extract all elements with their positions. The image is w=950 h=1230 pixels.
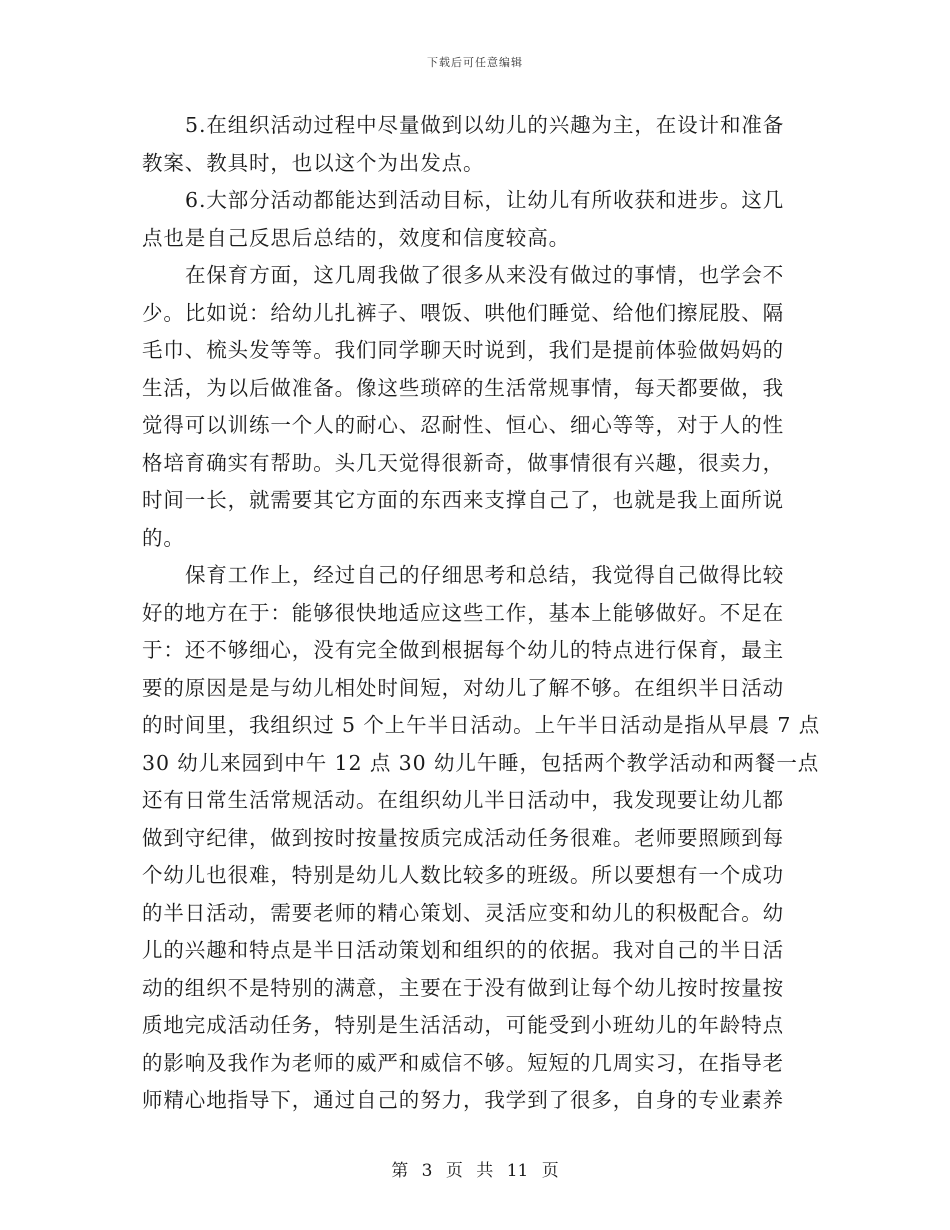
text-line: 儿的兴趣和特点是半日活动策划和组织的的依据。我对自己的半日活 — [142, 938, 784, 962]
text-line: 的半日活动，需要老师的精心策划、灵活应变和幼儿的积极配合。幼 — [142, 900, 784, 925]
text-line: 师精心地指导下，通过自己的努力，我学到了很多，自身的专业素养 — [142, 1088, 784, 1112]
text-line: 好的地方在于：能够很快地适应这些工作，基本上能够做好。不足在 — [142, 600, 784, 625]
text-line: 觉得可以训练一个人的耐心、忍耐性、恒心、细心等等，对于人的性 — [142, 413, 784, 437]
text-line: 时间一长，就需要其它方面的东西来支撑自己了，也就是我上面所说 — [142, 488, 784, 512]
text-line: 5.在组织活动过程中尽量做到以幼儿的兴趣为主，在设计和准备 — [185, 113, 785, 137]
text-line: 的。 — [142, 525, 185, 550]
text-line: 毛巾、梳头发等等。我们同学聊天时说到，我们是提前体验做妈妈的 — [142, 338, 784, 362]
document-body — [142, 107, 821, 1120]
text-line: 教案、教具时，也以这个为出发点。 — [142, 150, 485, 175]
text-line: 30 幼儿来园到中午 12 点 30 幼儿午睡，包括两个教学活动和两餐一点 — [142, 750, 820, 775]
text-line: 6.大部分活动都能达到活动目标，让幼儿有所收获和进步。这几 — [185, 188, 785, 212]
text-line: 于：还不够细心，没有完全做到根据每个幼儿的特点进行保育，最主 — [142, 638, 784, 662]
text-line: 要的原因是是与幼儿相处时间短，对幼儿了解不够。在组织半日活动 — [142, 675, 784, 700]
text-line: 动的组织不是特别的满意，主要在于没有做到让每个幼儿按时按量按 — [142, 975, 784, 1000]
text-line: 少。比如说：给幼儿扎裤子、喂饭、哄他们睡觉、给他们擦屁股、隔 — [142, 300, 784, 325]
text-line: 生活，为以后做准备。像这些琐碎的生活常规事情，每天都要做，我 — [142, 375, 784, 400]
page-header: 下载后可任意编辑 — [427, 56, 523, 69]
text-line: 的时间里，我组织过 5 个上午半日活动。上午半日活动是指从早晨 7 点 — [142, 713, 821, 737]
text-line: 还有日常生活常规活动。在组织幼儿半日活动中，我发现要让幼儿都 — [142, 788, 784, 812]
text-line: 个幼儿也很难，特别是幼儿人数比较多的班级。所以要想有一个成功 — [142, 863, 784, 887]
text-line: 保育工作上，经过自己的仔细思考和总结，我觉得自己做得比较 — [185, 563, 785, 587]
text-line: 的影响及我作为老师的威严和威信不够。短短的几周实习，在指导老 — [142, 1050, 784, 1075]
page-number-footer: 第 3 页 共 11 页 — [391, 1161, 559, 1181]
text-line: 做到守纪律，做到按时按量按质完成活动任务很难。老师要照顾到每 — [142, 825, 784, 850]
text-line: 点也是自己反思后总结的，效度和信度较高。 — [142, 225, 570, 250]
text-line: 格培育确实有帮助。头几天觉得很新奇，做事情很有兴趣，很卖力， — [142, 450, 784, 475]
text-line: 质地完成活动任务，特别是生活活动，可能受到小班幼儿的年龄特点 — [142, 1013, 784, 1037]
text-line: 在保育方面，这几周我做了很多从来没有做过的事情，也学会不 — [185, 263, 785, 287]
